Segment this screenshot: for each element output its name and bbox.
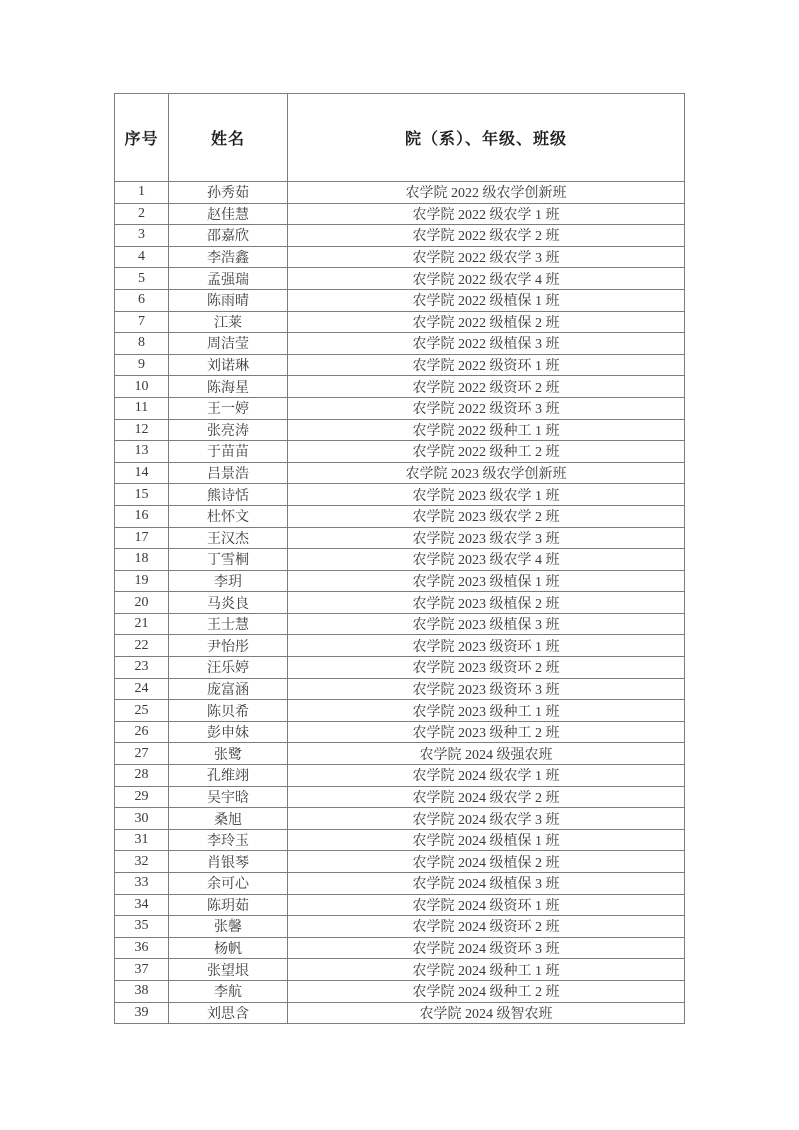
- table-row: [115, 527, 685, 549]
- cell-serial-number: 17: [115, 527, 169, 549]
- cell-class-info: 农学院 2023 级植保 2 班: [288, 592, 685, 614]
- cell-student-name: 肖银琴: [169, 851, 288, 873]
- cell-class-info: 农学院 2024 级农学 3 班: [288, 808, 685, 830]
- cell-serial-number: 26: [115, 721, 169, 743]
- cell-student-name: 余可心: [169, 873, 288, 895]
- header-student-name: 姓名: [169, 94, 288, 182]
- table-row: [115, 246, 685, 268]
- table-row: [115, 959, 685, 981]
- cell-class-info: 农学院 2024 级植保 2 班: [288, 851, 685, 873]
- cell-serial-number: 11: [115, 397, 169, 419]
- cell-class-info: 农学院 2022 级农学 2 班: [288, 225, 685, 247]
- cell-serial-number: 13: [115, 441, 169, 463]
- cell-class-info: 农学院 2023 级种工 2 班: [288, 721, 685, 743]
- cell-class-info: 农学院 2022 级植保 2 班: [288, 311, 685, 333]
- cell-serial-number: 32: [115, 851, 169, 873]
- cell-class-info: 农学院 2022 级种工 1 班: [288, 419, 685, 441]
- cell-class-info: 农学院 2023 级农学 3 班: [288, 527, 685, 549]
- table-row: [115, 916, 685, 938]
- table-row: [115, 980, 685, 1002]
- cell-student-name: 李浩鑫: [169, 246, 288, 268]
- cell-student-name: 陈雨晴: [169, 289, 288, 311]
- roster-body: [115, 182, 685, 1024]
- table-row: [115, 203, 685, 225]
- cell-class-info: 农学院 2023 级植保 1 班: [288, 570, 685, 592]
- cell-class-info: 农学院 2024 级强农班: [288, 743, 685, 765]
- cell-class-info: 农学院 2024 级资环 3 班: [288, 937, 685, 959]
- cell-serial-number: 27: [115, 743, 169, 765]
- table-row: [115, 635, 685, 657]
- table-row: [115, 592, 685, 614]
- table-row: [115, 721, 685, 743]
- table-row: [115, 289, 685, 311]
- cell-class-info: 农学院 2023 级农学 2 班: [288, 505, 685, 527]
- cell-serial-number: 2: [115, 203, 169, 225]
- cell-student-name: 刘思含: [169, 1002, 288, 1024]
- cell-class-info: 农学院 2022 级资环 1 班: [288, 354, 685, 376]
- cell-class-info: 农学院 2023 级农学创新班: [288, 462, 685, 484]
- cell-class-info: 农学院 2024 级种工 2 班: [288, 980, 685, 1002]
- cell-serial-number: 3: [115, 225, 169, 247]
- cell-class-info: 农学院 2022 级农学创新班: [288, 182, 685, 204]
- table-row: [115, 786, 685, 808]
- table-row: [115, 894, 685, 916]
- cell-student-name: 汪乐婷: [169, 657, 288, 679]
- cell-class-info: 农学院 2024 级种工 1 班: [288, 959, 685, 981]
- table-row: [115, 678, 685, 700]
- cell-student-name: 尹怡彤: [169, 635, 288, 657]
- cell-student-name: 陈玥茹: [169, 894, 288, 916]
- cell-serial-number: 5: [115, 268, 169, 290]
- cell-student-name: 张亮涛: [169, 419, 288, 441]
- cell-class-info: 农学院 2022 级植保 3 班: [288, 333, 685, 355]
- student-roster-table: [114, 93, 685, 1024]
- cell-serial-number: 23: [115, 657, 169, 679]
- cell-class-info: 农学院 2023 级农学 4 班: [288, 549, 685, 571]
- cell-student-name: 张鹭: [169, 743, 288, 765]
- cell-serial-number: 36: [115, 937, 169, 959]
- cell-student-name: 桑旭: [169, 808, 288, 830]
- cell-serial-number: 8: [115, 333, 169, 355]
- cell-student-name: 张望垠: [169, 959, 288, 981]
- cell-class-info: 农学院 2023 级资环 2 班: [288, 657, 685, 679]
- cell-serial-number: 28: [115, 765, 169, 787]
- table-row: [115, 700, 685, 722]
- cell-class-info: 农学院 2024 级植保 3 班: [288, 873, 685, 895]
- cell-serial-number: 39: [115, 1002, 169, 1024]
- cell-student-name: 丁雪桐: [169, 549, 288, 571]
- cell-serial-number: 29: [115, 786, 169, 808]
- cell-class-info: 农学院 2023 级资环 3 班: [288, 678, 685, 700]
- cell-student-name: 孙秀茹: [169, 182, 288, 204]
- cell-student-name: 邵嘉欣: [169, 225, 288, 247]
- cell-student-name: 李航: [169, 980, 288, 1002]
- cell-student-name: 张馨: [169, 916, 288, 938]
- cell-student-name: 熊诗恬: [169, 484, 288, 506]
- cell-student-name: 李玥: [169, 570, 288, 592]
- cell-serial-number: 16: [115, 505, 169, 527]
- cell-serial-number: 6: [115, 289, 169, 311]
- table-row: [115, 484, 685, 506]
- cell-serial-number: 9: [115, 354, 169, 376]
- cell-serial-number: 7: [115, 311, 169, 333]
- cell-student-name: 马炎良: [169, 592, 288, 614]
- table-row: [115, 441, 685, 463]
- cell-student-name: 王一婷: [169, 397, 288, 419]
- cell-class-info: 农学院 2023 级种工 1 班: [288, 700, 685, 722]
- table-row: [115, 657, 685, 679]
- cell-class-info: 农学院 2022 级农学 3 班: [288, 246, 685, 268]
- cell-class-info: 农学院 2022 级种工 2 班: [288, 441, 685, 463]
- cell-serial-number: 14: [115, 462, 169, 484]
- cell-serial-number: 22: [115, 635, 169, 657]
- cell-class-info: 农学院 2024 级智农班: [288, 1002, 685, 1024]
- cell-class-info: 农学院 2022 级农学 1 班: [288, 203, 685, 225]
- cell-serial-number: 25: [115, 700, 169, 722]
- table-row: [115, 570, 685, 592]
- cell-student-name: 赵佳慧: [169, 203, 288, 225]
- cell-student-name: 李玲玉: [169, 829, 288, 851]
- table-row: [115, 1002, 685, 1024]
- cell-serial-number: 1: [115, 182, 169, 204]
- table-row: [115, 808, 685, 830]
- cell-class-info: 农学院 2023 级农学 1 班: [288, 484, 685, 506]
- cell-class-info: 农学院 2022 级资环 3 班: [288, 397, 685, 419]
- cell-serial-number: 37: [115, 959, 169, 981]
- cell-serial-number: 21: [115, 613, 169, 635]
- header-row: [115, 94, 685, 182]
- cell-student-name: 江莱: [169, 311, 288, 333]
- cell-student-name: 吴宇晗: [169, 786, 288, 808]
- cell-class-info: 农学院 2024 级资环 2 班: [288, 916, 685, 938]
- cell-student-name: 刘诺琳: [169, 354, 288, 376]
- table-row: [115, 354, 685, 376]
- cell-student-name: 陈贝希: [169, 700, 288, 722]
- cell-student-name: 周洁莹: [169, 333, 288, 355]
- cell-class-info: 农学院 2022 级资环 2 班: [288, 376, 685, 398]
- table-row: [115, 743, 685, 765]
- cell-student-name: 彭申妹: [169, 721, 288, 743]
- cell-student-name: 王士慧: [169, 613, 288, 635]
- cell-serial-number: 38: [115, 980, 169, 1002]
- table-row: [115, 225, 685, 247]
- cell-serial-number: 24: [115, 678, 169, 700]
- table-row: [115, 873, 685, 895]
- cell-serial-number: 30: [115, 808, 169, 830]
- table-row: [115, 851, 685, 873]
- cell-student-name: 于苗苗: [169, 441, 288, 463]
- cell-student-name: 王汉杰: [169, 527, 288, 549]
- cell-serial-number: 35: [115, 916, 169, 938]
- table-row: [115, 613, 685, 635]
- table-row: [115, 376, 685, 398]
- cell-serial-number: 10: [115, 376, 169, 398]
- table-row: [115, 311, 685, 333]
- cell-class-info: 农学院 2024 级农学 1 班: [288, 765, 685, 787]
- cell-serial-number: 19: [115, 570, 169, 592]
- table-row: [115, 829, 685, 851]
- table-row: [115, 333, 685, 355]
- cell-student-name: 杜怀文: [169, 505, 288, 527]
- cell-serial-number: 12: [115, 419, 169, 441]
- cell-class-info: 农学院 2024 级植保 1 班: [288, 829, 685, 851]
- cell-serial-number: 15: [115, 484, 169, 506]
- header-serial-number: 序号: [115, 94, 169, 182]
- cell-class-info: 农学院 2023 级资环 1 班: [288, 635, 685, 657]
- cell-student-name: 陈海星: [169, 376, 288, 398]
- cell-student-name: 孔维翊: [169, 765, 288, 787]
- table-row: [115, 765, 685, 787]
- cell-serial-number: 4: [115, 246, 169, 268]
- cell-serial-number: 18: [115, 549, 169, 571]
- table-row: [115, 462, 685, 484]
- cell-student-name: 孟强瑞: [169, 268, 288, 290]
- cell-class-info: 农学院 2022 级植保 1 班: [288, 289, 685, 311]
- cell-class-info: 农学院 2024 级农学 2 班: [288, 786, 685, 808]
- table-row: [115, 419, 685, 441]
- cell-class-info: 农学院 2022 级农学 4 班: [288, 268, 685, 290]
- cell-student-name: 庞富涵: [169, 678, 288, 700]
- cell-serial-number: 34: [115, 894, 169, 916]
- cell-serial-number: 20: [115, 592, 169, 614]
- table-row: [115, 937, 685, 959]
- table-row: [115, 549, 685, 571]
- table-row: [115, 268, 685, 290]
- cell-serial-number: 31: [115, 829, 169, 851]
- cell-serial-number: 33: [115, 873, 169, 895]
- header-class-info: 院（系）、年级、班级: [288, 94, 685, 182]
- cell-student-name: 吕景浩: [169, 462, 288, 484]
- table-row: [115, 397, 685, 419]
- table-row: [115, 182, 685, 204]
- table-row: [115, 505, 685, 527]
- cell-class-info: 农学院 2024 级资环 1 班: [288, 894, 685, 916]
- cell-student-name: 杨帆: [169, 937, 288, 959]
- cell-class-info: 农学院 2023 级植保 3 班: [288, 613, 685, 635]
